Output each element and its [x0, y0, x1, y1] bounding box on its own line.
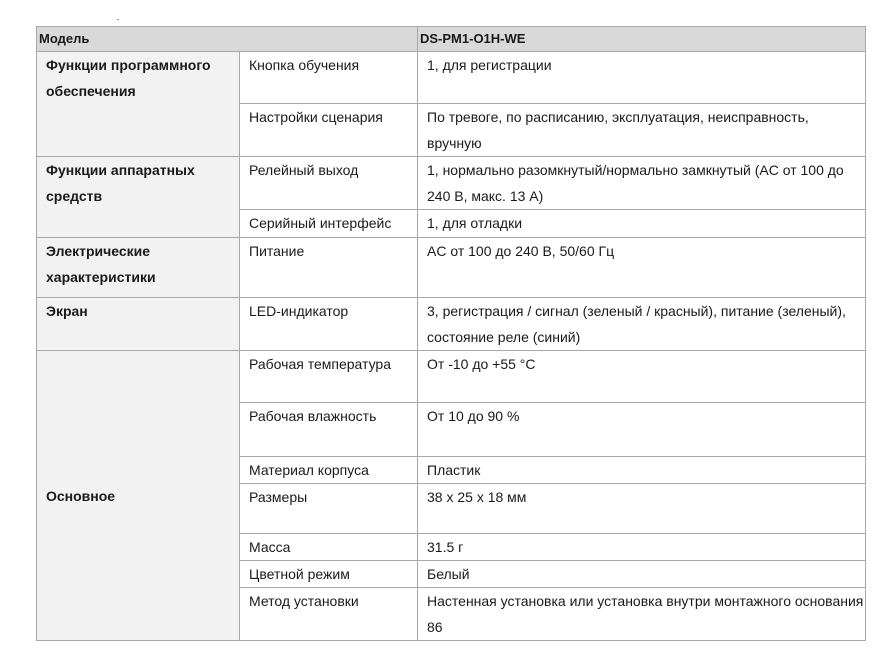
- param-cell: Размеры: [240, 484, 418, 534]
- param-cell: Метод установки: [240, 588, 418, 641]
- value-cell: 1, нормально разомкнутый/нормально замкнутый (AC от 100 до 240 В, макс. 13 А): [418, 157, 866, 210]
- param-cell: LED-индикатор: [240, 298, 418, 351]
- param-cell: Релейный выход: [240, 157, 418, 210]
- group-electrical: Электрические характеристики: [37, 238, 240, 298]
- param-cell: Масса: [240, 534, 418, 561]
- param-cell: Цветной режим: [240, 561, 418, 588]
- value-cell: AC от 100 до 240 В, 50/60 Гц: [418, 238, 866, 298]
- param-cell: Кнопка обучения: [240, 52, 418, 104]
- value-cell: По тревоге, по расписанию, эксплуатация, неисправность, вручную: [418, 104, 866, 157]
- param-cell: Материал корпуса: [240, 457, 418, 484]
- table-row: [37, 351, 866, 403]
- value-cell: 38 x 25 x 18 мм: [418, 484, 866, 534]
- group-hardware: Функции аппаратных средств: [37, 157, 240, 238]
- value-cell: Настенная установка или установка внутри монтажного основания 86: [418, 588, 866, 641]
- group-software: Функции программного обеспечения: [37, 52, 240, 157]
- group-general: Основное: [37, 351, 240, 641]
- value-cell: 1, для отладки: [418, 210, 866, 238]
- header-row: [37, 27, 866, 52]
- table-row: [37, 52, 866, 104]
- group-display: Экран: [37, 298, 240, 351]
- model-value: DS-PM1-O1H-WE: [418, 27, 866, 52]
- value-cell: От -10 до +55 °C: [418, 351, 866, 403]
- table-row: [37, 157, 866, 210]
- value-cell: 3, регистрация / сигнал (зеленый / красный), питание (зеленый), состояние реле (синий): [418, 298, 866, 351]
- param-cell: Рабочая влажность: [240, 403, 418, 457]
- value-cell: 31.5 г: [418, 534, 866, 561]
- param-cell: Рабочая температура: [240, 351, 418, 403]
- value-cell: Белый: [418, 561, 866, 588]
- table-row: [37, 238, 866, 298]
- value-cell: 1, для регистрации: [418, 52, 866, 104]
- stray-mark: [117, 19, 119, 20]
- table-row: [37, 298, 866, 351]
- param-cell: Серийный интерфейс: [240, 210, 418, 238]
- model-label: Модель: [37, 27, 418, 52]
- value-cell: Пластик: [418, 457, 866, 484]
- param-cell: Настройки сценария: [240, 104, 418, 157]
- value-cell: От 10 до 90 %: [418, 403, 866, 457]
- param-cell: Питание: [240, 238, 418, 298]
- spec-table: [36, 26, 866, 641]
